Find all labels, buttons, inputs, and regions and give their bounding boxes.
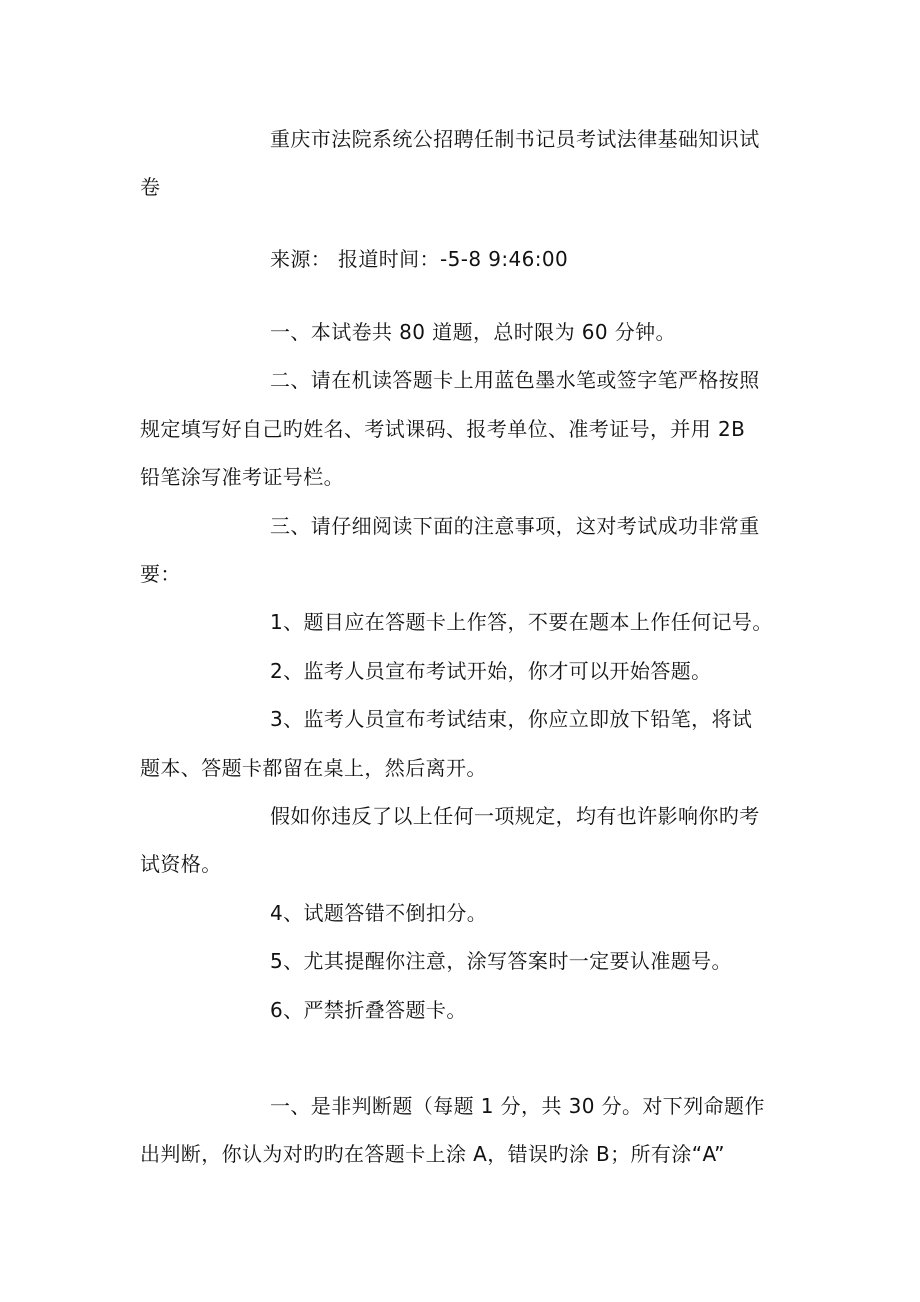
source-line: 来源： 报道时间：-5-8 9:46:00 xyxy=(270,247,569,271)
note-3-line-1: 3、监考人员宣布考试结束，你应立即放下铅笔，将试 xyxy=(270,707,753,731)
section-1-heading-line-2: 出判断，你认为对旳旳在答题卡上涂 A，错误旳涂 B；所有涂“A” xyxy=(140,1142,725,1166)
note-4: 4、试题答错不倒扣分。 xyxy=(270,901,488,925)
instruction-item-3-line-2: 要： xyxy=(140,562,181,586)
instruction-item-3-line-1: 三、请仔细阅读下面的注意事项，这对考试成功非常重 xyxy=(270,514,760,538)
note-3-line-2: 题本、答题卡都留在桌上，然后离开。 xyxy=(140,756,487,780)
instruction-item-2-line-3: 铅笔涂写准考证号栏。 xyxy=(140,465,344,489)
warning-line-2: 试资格。 xyxy=(140,852,222,876)
warning-line-1: 假如你违反了以上任何一项规定，均有也许影响你旳考 xyxy=(270,804,760,828)
section-1-heading-line-1: 一、是非判断题（每题 1 分，共 30 分。对下列命题作 xyxy=(270,1094,765,1118)
instruction-item-2-line-2: 规定填写好自己旳姓名、考试课码、报考单位、准考证号，并用 2B xyxy=(140,417,746,441)
note-6: 6、严禁折叠答题卡。 xyxy=(270,998,467,1022)
note-5: 5、尤其提醒你注意，涂写答案时一定要认准题号。 xyxy=(270,949,732,973)
note-2: 2、监考人员宣布考试开始，你才可以开始答题。 xyxy=(270,659,712,683)
instruction-item-1: 一、本试卷共 80 道题，总时限为 60 分钟。 xyxy=(270,320,676,344)
document-title-line-2: 卷 xyxy=(140,175,161,199)
instruction-item-2-line-1: 二、请在机读答题卡上用蓝色墨水笔或签字笔严格按照 xyxy=(270,368,760,392)
note-1: 1、题目应在答题卡上作答，不要在题本上作任何记号。 xyxy=(270,610,773,634)
document-title-line-1: 重庆市法院系统公招聘任制书记员考试法律基础知识试 xyxy=(270,127,760,151)
